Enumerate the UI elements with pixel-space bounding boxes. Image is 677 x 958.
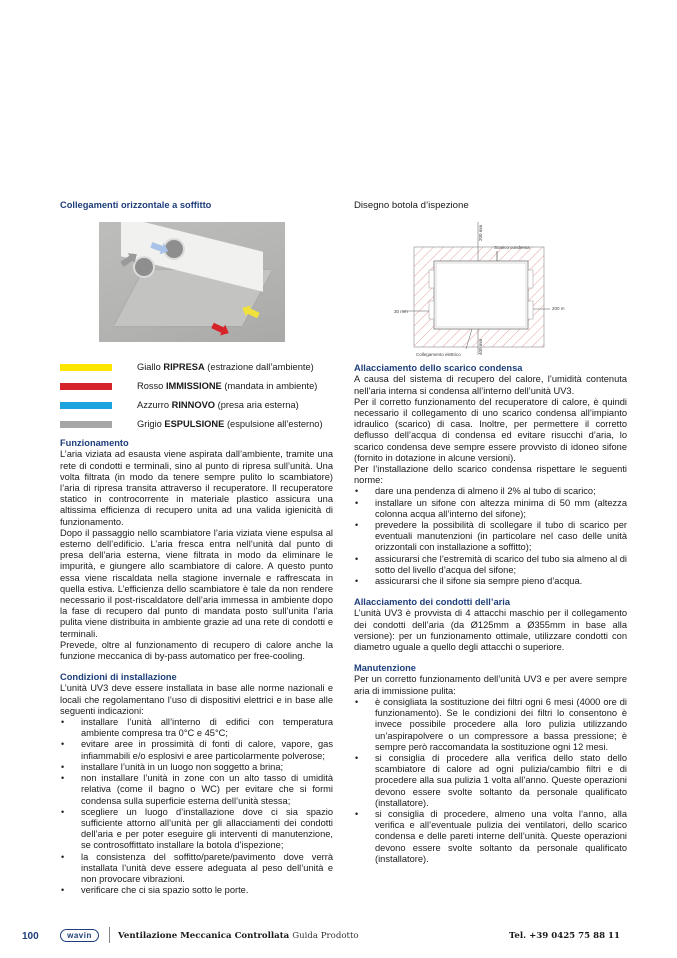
list-item: • non installare l’unità in zone con un alto tasso di umidità relativa (come il bagno o WC) per evitare che si formi condensa sulla superficie esterna dell’unità stessa;: [60, 773, 333, 807]
paragraph: L’unità UV3 è provvista di 4 attacchi maschio per il collegamento dei condotti dell’aria (da Ø125mm a Ø355mm in base alla versione): per un funzionamento ottimale, utilizzare condotti con diametro uguale a quello degli attacchi o superiore.: [354, 608, 627, 653]
footer-subtitle: Guida Prodotto: [292, 931, 359, 941]
section-title: Funzionamento: [60, 438, 129, 449]
footer-title: Ventilazione Meccanica Controllata Guida Prodotto: [118, 931, 359, 941]
arrow-yellow-icon: [246, 308, 259, 319]
page-number: 100: [22, 931, 39, 942]
section-scarico-condensa: [354, 363, 627, 587]
list-item: • dare una pendenza di almeno il 2% al tubo di scarico;: [354, 486, 627, 497]
section-title: Condizioni di installazione: [60, 672, 177, 683]
list-item: • si consiglia di procedere alla verifica dello stato dello scambiatore di calore ad ogni pulizia/cambio filtri e di procedere alla sua pulizia 1 volta all’anno. Queste operazioni devono essere svolte soltanto da personale qualificato (installatore).: [354, 753, 627, 809]
list-item: • si consiglia di procedere, almeno una volta l’anno, alla verifica e all’eventuale pulizia dei ventilatori, dello scarico condensa e delle pareti interne dell’unità. Queste operazioni devono essere svolte soltanto da personale qualificato (installatore).: [354, 809, 627, 865]
color-legend: [60, 358, 333, 434]
bullet-list: [354, 486, 627, 587]
svg-text:30 mm: 30 mm: [394, 309, 408, 315]
list-item: • installare un sifone con altezza minima di 50 mm (altezza colonna acqua all’interno del sifone);: [354, 498, 627, 520]
section-funzionamento: [60, 438, 333, 662]
legend-item-rinnovo: Azzurro RINNOVO (presa aria esterna): [60, 396, 333, 415]
drawing-title: Disegno botola d’ispezione: [354, 200, 469, 211]
paragraph: Per il corretto funzionamento del recuperatore di calore, è quindi necessario il collegamento di uno scarico condensa all’impianto idraulico (scarico) di casa. Inoltre, per permettere il corretto deflusso dell’acqua di condensa ed evitare risucchi d’aria, lo scarico condensa deve sempre essere provvisto di idoneo sifone (fornito in dotazione in alcune versioni).: [354, 396, 627, 463]
list-item: • prevedere la possibilità di scollegare il tubo di scarico per eventuali manutenzioni (in particolare nel caso delle unità orizzontali con installazione a soffitto);: [354, 520, 627, 554]
legend-item-ripresa: Giallo RIPRESA (estrazione dall’ambiente): [60, 358, 333, 377]
section-title: Allacciamento dello scarico condensa: [354, 363, 523, 374]
svg-text:200 mm: 200 mm: [478, 224, 483, 242]
grey-swatch: [60, 421, 112, 428]
bullet-list: [354, 697, 627, 865]
red-swatch: [60, 383, 112, 390]
paragraph: Per l’installazione dello scarico condensa rispettare le seguenti norme:: [354, 464, 627, 486]
legend-item-immissione: Rosso IMMISSIONE (mandata in ambiente): [60, 377, 333, 396]
inspection-hatch-drawing: [394, 217, 594, 357]
paragraph: A causa del sistema di recupero del calore, l’umidità contenuta nell’aria interna si condensa all’interno dell’unità UV3.: [354, 374, 627, 396]
unit-ceiling-photo: [99, 222, 285, 342]
paragraph: Prevede, oltre al funzionamento di recupero di calore anche la funzione meccanica di by-pass automatico per free-cooling.: [60, 639, 333, 662]
section-installazione: [60, 672, 333, 896]
paragraph: L’aria viziata ad esausta viene aspirata dall’ambiente, tramite una rete di condotti e terminali, sino al punto di ripresa sull’unità. Una volta filtrata (in modo da tenere sempre pulito lo scambiatore) l’aria di ripresa transita attraverso il recuperatore. Il recuperatore statico in controcorrente in materiale plastico assicura una altissima efficienza di recupero unita ad una valida igienicità di funzionamento.: [60, 449, 333, 527]
footer-divider: [109, 927, 110, 943]
list-item: • installare l’unità in un luogo non soggetto a brina;: [60, 762, 333, 773]
section-manutenzione: [354, 663, 627, 865]
list-item: • verificare che ci sia spazio sotto le porte.: [60, 885, 333, 896]
list-item: • la consistenza del soffitto/parete/pavimento dove verrà installata l’unità deve essere adeguata al peso dell’unità e non provocare vibrazioni.: [60, 852, 333, 886]
paragraph: Per un corretto funzionamento dell’unità UV3 e per avere sempre aria di immissione pulita:: [354, 674, 627, 696]
arrow-grey-icon: [120, 255, 133, 267]
page-footer: [0, 925, 677, 950]
bullet-list: [60, 717, 333, 896]
list-item: • assicurarsi che il sifone sia sempre pieno d’acqua.: [354, 576, 627, 587]
wavin-logo: wavin: [60, 929, 99, 942]
list-item: • assicurarsi che l’estremità di scarico del tubo sia almeno al di sotto del livello d’acqua del sifone;: [354, 554, 627, 576]
list-item: • evitare aree in prossimità di fonti di calore, vapore, gas infiammabili e/o esplosivi e aree particolarmente polverose;: [60, 739, 333, 761]
yellow-swatch: [60, 364, 112, 371]
right-column: [354, 200, 627, 865]
legend-item-espulsione: Grigio ESPULSIONE (espulsione all’esterno): [60, 415, 333, 434]
paragraph: Dopo il passaggio nello scambiatore l’aria viziata viene espulsa al esterno dell’edificio. L’aria fresca entra nell’unità dal punto di presa dell’aria esterna, viene filtrata in modo da eliminare le impurità, e giungere allo scambiatore di calore. A questo punto essa viene riscaldata nella stagione invernale e raffrescata in quella estiva. L’efficienza dello scambiatore è tale da non rendere necessario il post-riscaldatore dell’aria immessa in ambiente dopo la fase di recupero dal punto di mandata posto sull’unita l’aria pulita viene distribuita in ambiente grazie ad una rete di condotti e terminali.: [60, 527, 333, 639]
footer-phone: Tel. +39 0425 75 88 11: [508, 931, 620, 941]
list-item: • installare l’unità all’interno di edifici con temperatura ambiente compresa tra 0°C e 45°C;: [60, 717, 333, 739]
list-item: • è consigliata la sostituzione dei filtri ogni 6 mesi (4000 ore di funzionamento). Se le condizioni dei filtri lo consentono è invece possibile procedere alla loro pulizia utilizzando un’aspirapolvere o un compressore a bassa pressione; è sempre però raccomandata la sostituzione ogni 12 mesi.: [354, 697, 627, 753]
blue-swatch: [60, 402, 112, 409]
svg-text:200 m: 200 m: [552, 306, 565, 312]
svg-text:400 mm: 400 mm: [478, 338, 483, 356]
list-item: • scegliere un luogo d’installazione dove ci sia spazio sufficiente attorno all’unità per gli allacciamenti dei condotti dell’aria e per poter eseguire gli interventi di manutenzione, se controsoffittato installare la botola d’ispezione;: [60, 807, 333, 852]
section-title: Manutenzione: [354, 663, 416, 674]
section-title: Allacciamento dei condotti dell’aria: [354, 597, 511, 608]
svg-text:Scarico condensa: Scarico condensa: [494, 245, 530, 251]
paragraph: L’unità UV3 deve essere installata in base alle norme nazionali e locali che regolamentano l’uso di dispositivi elettrici e in base alle seguenti indicazioni:: [60, 683, 333, 716]
photo-title: Collegamenti orizzontale a soffitto: [60, 200, 212, 210]
svg-text:Collegamento elettrico: Collegamento elettrico: [416, 352, 461, 358]
section-condotti: [354, 597, 627, 653]
left-column: [60, 200, 333, 896]
